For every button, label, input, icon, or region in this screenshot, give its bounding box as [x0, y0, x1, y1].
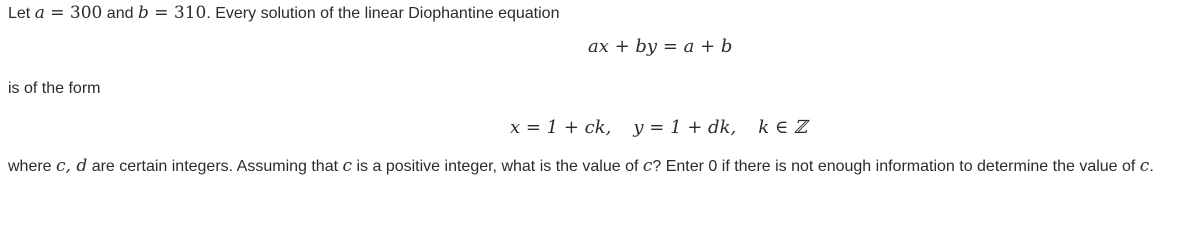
form-text: is of the form — [8, 80, 101, 97]
var-c: c — [1139, 156, 1150, 176]
y-solution: y = 1 + dk, — [633, 117, 737, 138]
solution-form-equation — [510, 117, 807, 139]
intro-text-1: Let — [8, 5, 35, 22]
x-solution: x = 1 + ck, — [510, 117, 612, 138]
var-b: b = 310 — [137, 3, 207, 23]
k-domain: k ∈ ℤ — [758, 117, 808, 138]
intro-text-3: . Every solution of the linear Diophantine equation — [206, 5, 560, 22]
var-c: c — [642, 156, 653, 176]
var-c: c — [342, 156, 353, 176]
problem-intro — [8, 3, 559, 24]
var-cd: c, d — [56, 156, 88, 176]
var-a: a = 300 — [34, 3, 103, 23]
diophantine-equation: ax + by = a + b — [588, 36, 733, 57]
question-text: where c, d are certain integers. Assuming that c is a positive integer, what is the value of c? Enter 0 if there is not enough information to determine the value of c. — [8, 156, 1154, 176]
intro-text-2: and — [102, 5, 138, 22]
